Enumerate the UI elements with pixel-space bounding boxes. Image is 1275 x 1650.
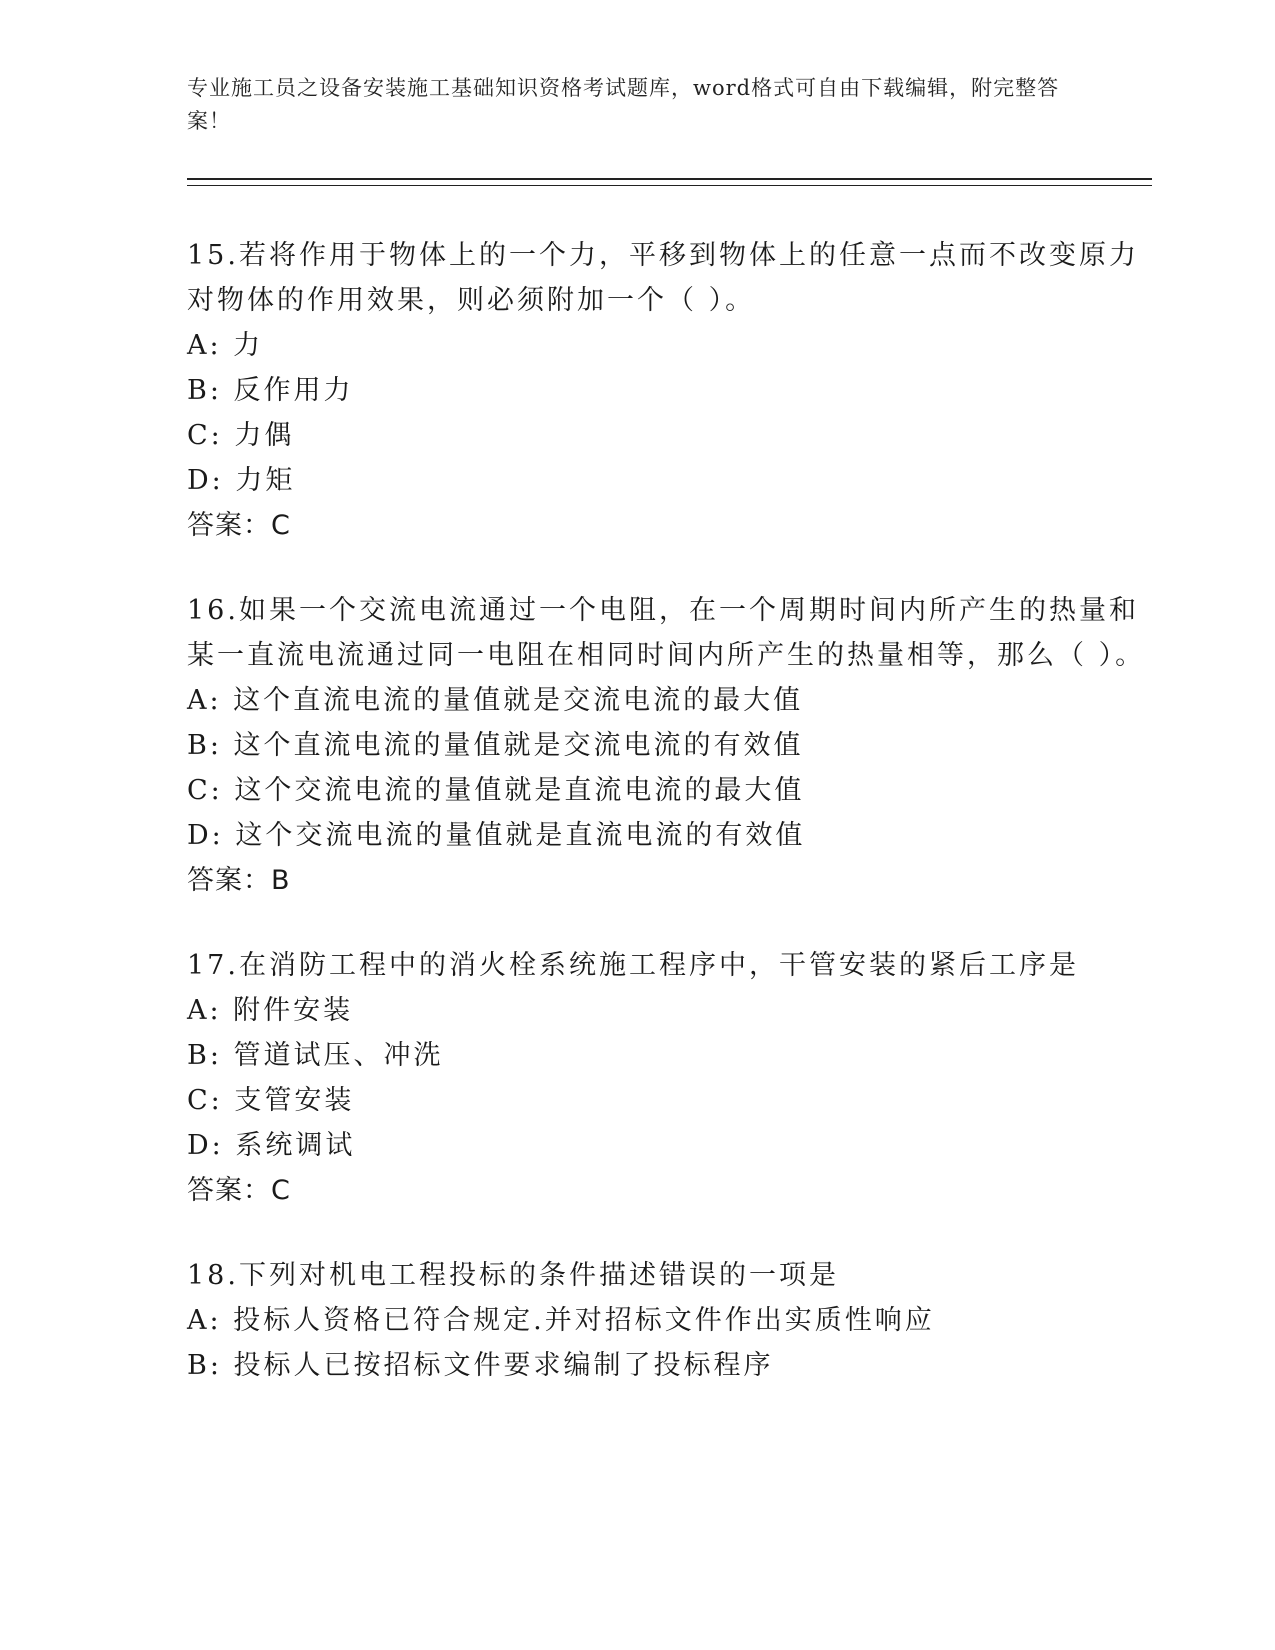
option-a: A: 投标人资格已符合规定.并对招标文件作出实质性响应 [187, 1305, 935, 1336]
option-b: B: 投标人已按招标文件要求编制了投标程序 [187, 1350, 774, 1381]
option-a: A: 这个直流电流的量值就是交流电流的最大值 [187, 685, 804, 716]
question-list [187, 233, 1147, 1428]
answer-line: 答案：B [187, 865, 291, 896]
answer-line: 答案：C [187, 510, 291, 541]
question-18 [187, 1253, 1147, 1388]
question-17 [187, 943, 1147, 1213]
option-b: B: 管道试压、冲洗 [187, 1040, 444, 1071]
document-header: 专业施工员之设备安装施工基础知识资格考试题库，word格式可自由下载编辑，附完整答案！ [187, 76, 1060, 133]
option-c: C: 力偶 [187, 420, 295, 451]
question-title: 17.在消防工程中的消火栓系统施工程序中，干管安装的紧后工序是 [187, 950, 1079, 981]
option-c: C: 支管安装 [187, 1085, 355, 1116]
option-c: C: 这个交流电流的量值就是直流电流的最大值 [187, 775, 805, 806]
answer-line: 答案：C [187, 1175, 291, 1206]
question-title: 16.如果一个交流电流通过一个电阻，在一个周期时间内所产生的热量和某一直流电流通过同一电阻在相同时间内所产生的热量相等，那么（ ）。 [187, 595, 1146, 671]
question-title: 15.若将作用于物体上的一个力，平移到物体上的任意一点而不改变原力对物体的作用效果，则必须附加一个（ ）。 [187, 240, 1139, 316]
option-d: D: 力矩 [187, 465, 296, 496]
header-divider [187, 178, 1152, 186]
question-16 [187, 588, 1147, 903]
option-d: D: 这个交流电流的量值就是直流电流的有效值 [187, 820, 806, 851]
question-15 [187, 233, 1147, 548]
option-a: A: 力 [187, 330, 264, 361]
question-title: 18.下列对机电工程投标的条件描述错误的一项是 [187, 1260, 839, 1291]
option-b: B: 这个直流电流的量值就是交流电流的有效值 [187, 730, 804, 761]
option-d: D: 系统调试 [187, 1130, 356, 1161]
option-b: B: 反作用力 [187, 375, 354, 406]
option-a: A: 附件安装 [187, 995, 354, 1026]
